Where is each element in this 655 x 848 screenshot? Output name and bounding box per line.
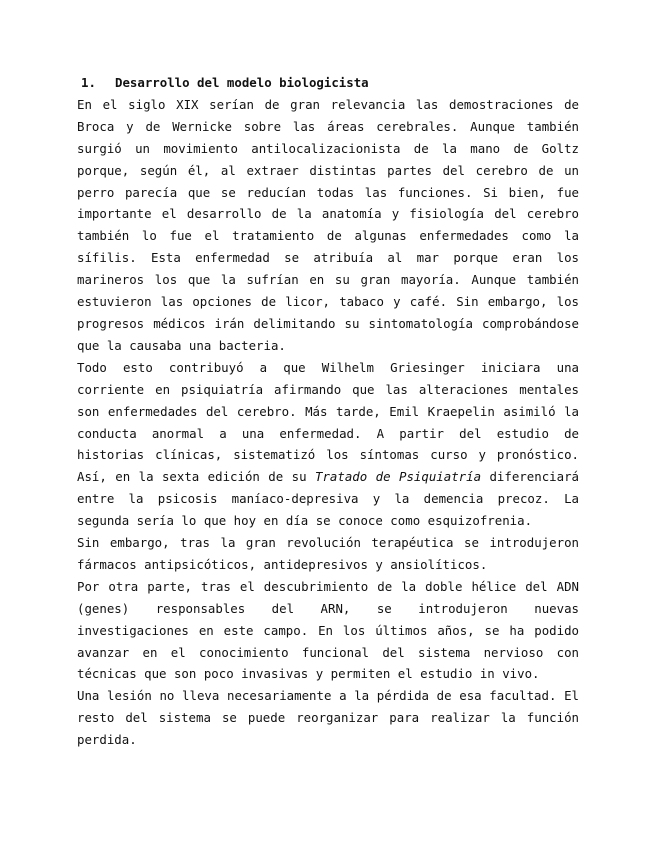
section-title: Desarrollo del modelo biologicista [115, 75, 369, 90]
paragraph-2-text-before: Todo esto contribuyó a que Wilhelm Griesinger iniciara una corriente en psiquiatría afirmando que las alteraciones mentales son enfermedades del cerebro. Más tarde, Emil Kraepelin asimiló la conducta anormal a una enfermedad. A partir del estudio de historias clínicas, sistematizó los síntomas curso y pronóstico. Así, en la sexta edición de su [77, 359, 579, 485]
paragraph-4: Por otra parte, tras el descubrimiento de la doble hélice del ADN (genes) responsables del ARN, se introdujeron nuevas investigaciones en este campo. En los últimos años, se ha podido avanzar en el conocimiento funcional del sistema nervioso con técnicas que son poco invasivas y permiten el estudio in vivo. [77, 578, 579, 682]
book-title-italic: Tratado de Psiquiatría [315, 469, 482, 485]
paragraph-2 [77, 357, 579, 532]
section-heading [81, 72, 579, 94]
section-number: 1. [81, 75, 96, 90]
paragraph-1: En el siglo XIX serían de gran relevancia las demostraciones de Broca y de Wernicke sobre las áreas cerebrales. Aunque también surgió un movimiento antilocalizacionista de la mano de Goltz porque, según él, al extraer distintas partes del cerebro de un perro parecía que se reducían todas las funciones. Si bien, fue importante el desarrollo de la anatomía y fisiología del cerebro también lo fue el tratamiento de algunas enfermedades como la sífilis. Esta enfermedad se atribuía al mar porque eran los marineros los que la sufrían en su gran mayoría. Aunque también estuvieron las opciones de licor, tabaco y café. Sin embargo, los progresos médicos irán delimitando su sintomatología comprobándose que la causaba una bacteria. [77, 96, 579, 353]
paragraph-5: Una lesión no lleva necesariamente a la pérdida de esa facultad. El resto del sistema se puede reorganizar para realizar la función perdida. [77, 688, 579, 748]
paragraph-2-text-after: diferenciará entre la psicosis maníaco-depresiva y la demencia precoz. La segunda sería lo que hoy en día se conoce como esquizofrenia. [77, 469, 579, 529]
document-body [77, 72, 579, 751]
paragraph-3: Sin embargo, tras la gran revolución terapéutica se introdujeron fármacos antipsicóticos, antidepresivos y ansiolíticos. [77, 535, 579, 572]
